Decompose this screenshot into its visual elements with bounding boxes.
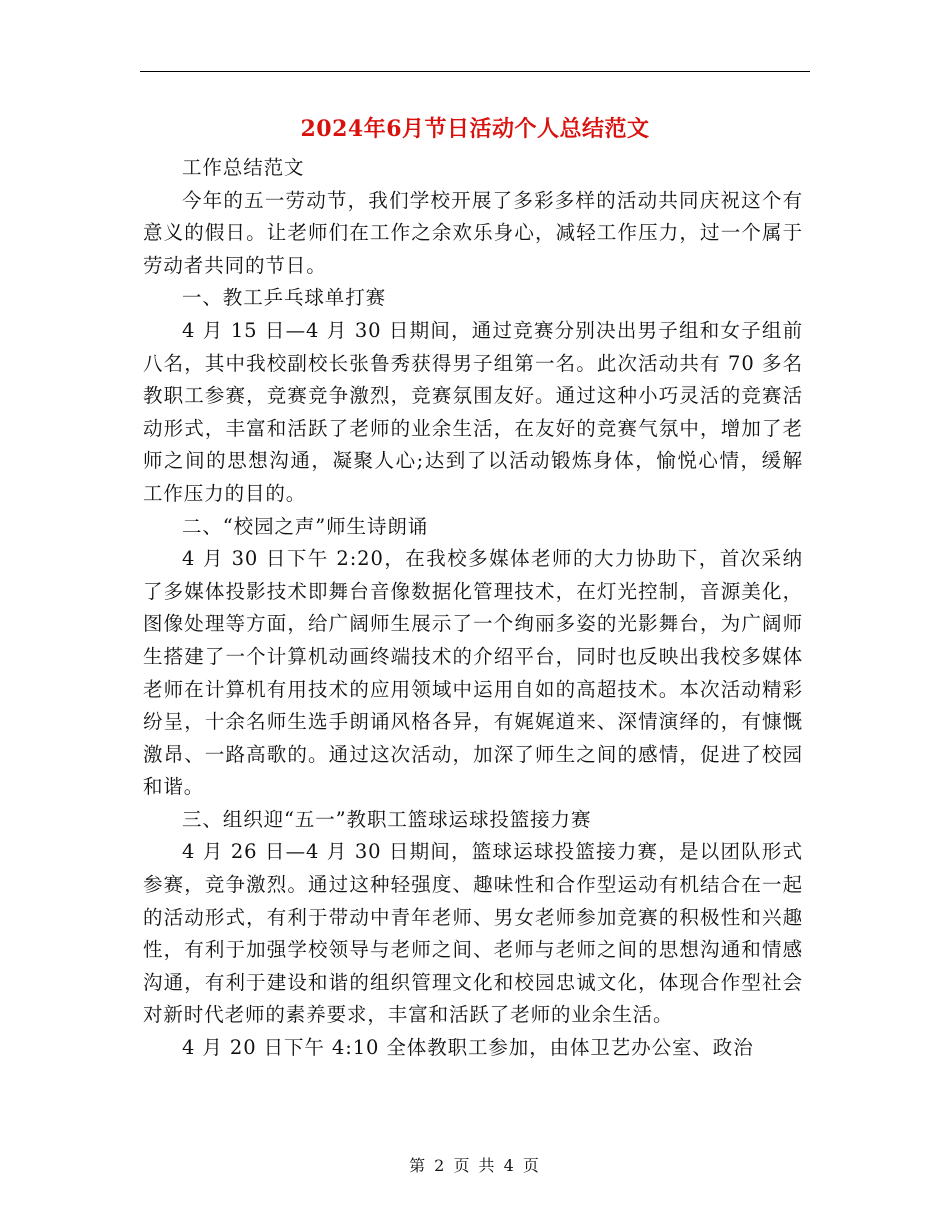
section-heading-poetry: 二、“校园之声”师生诗朗诵 xyxy=(182,514,429,538)
paragraph-poetry: 4 月 30 日下午 2:20，在我校多媒体老师的大力协助下，首次采纳了多媒体投影技术即舞台音像数据化管理技术，在灯光控制，音源美化，图像处理等方面，给广阔师生展示了一个绚丽多姿的光影舞台，为广阔师生搭建了一个计算机动画终端技术的介绍平台，同时也反映出我校多媒体老师在计算机有用技术的应用领域中运用自如的高超技术。本次活动精彩纷呈，十余名师生选手朗诵风格各异，有娓娓道来、深情演绎的，有慷慨激昂、一路高歌的。通过这次活动，加深了师生之间的感情，促进了校园和谐。 xyxy=(143,547,803,799)
section-heading-basketball: 三、组织迎“五一”教职工篮球运球投篮接力赛 xyxy=(182,807,592,831)
page-number: 第 2 页 共 4 页 xyxy=(409,1156,541,1175)
section-heading-table-tennis: 一、教工乒乓球单打赛 xyxy=(182,286,387,310)
paragraph-basketball: 4 月 26 日—4 月 30 日期间，篮球运球投篮接力赛，是以团队形式参赛，竞争激烈。通过这种轻强度、趣味性和合作型运动有机结合在一起的活动形式，有利于带动中青年老师、男女老师参加竞赛的积极性和兴趣性，有利于加强学校领导与老师之间、老师与老师之间的思想沟通和情感沟通，有利于建设和谐的组织管理文化和校园忠诚文化，体现合作型社会对新时代老师的素养要求，丰富和活跃了老师的业余生活。 xyxy=(143,840,803,1027)
paragraph-continuation: 4 月 20 日下午 4:10 全体教职工参加，由体卫艺办公室、政治 xyxy=(182,1036,754,1060)
page-footer xyxy=(0,1153,950,1176)
paragraph-table-tennis: 4 月 15 日—4 月 30 日期间，通过竞赛分别决出男子组和女子组前八名，其中我校副校长张鲁秀获得男子组第一名。此次活动共有 70 多名教职工参赛，竞赛竞争激烈，竞赛氛围友好。通过这种小巧灵活的竞赛活动形式，丰富和活跃了老师的业余生活，在友好的竞赛气氛中，增加了老师之间的思想沟通，凝聚人心;达到了以活动锻炼身体，愉悦心情，缓解工作压力的目的。 xyxy=(143,318,803,505)
document-body xyxy=(143,152,803,1065)
header-rule xyxy=(140,71,810,72)
document-title: 2024年6月节日活动个人总结范文 xyxy=(300,116,650,142)
paragraph-intro-label: 工作总结范文 xyxy=(182,156,305,179)
paragraph-intro: 今年的五一劳动节，我们学校开展了多彩多样的活动共同庆祝这个有意义的假日。让老师们在工作之余欢乐身心，减轻工作压力，过一个属于劳动者共同的节日。 xyxy=(143,188,803,277)
